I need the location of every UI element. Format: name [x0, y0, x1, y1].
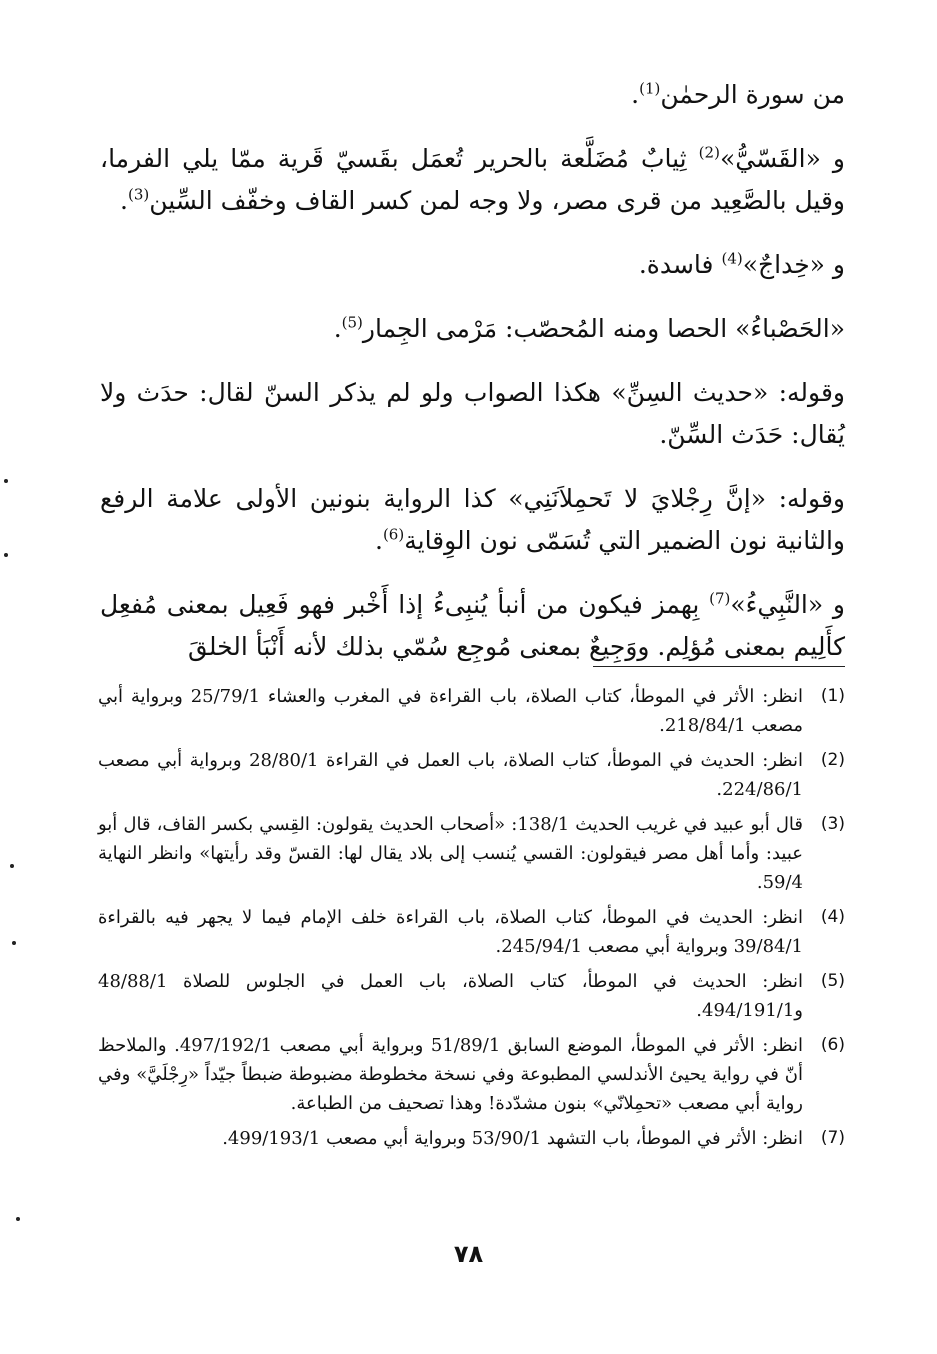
footnote-ref[interactable]: (6) — [382, 525, 405, 544]
footnote-separator — [593, 666, 845, 667]
footnotes — [98, 682, 845, 1159]
footnote-ref[interactable]: (1) — [639, 79, 661, 98]
footnote-ref[interactable]: (2) — [698, 143, 720, 162]
paragraph-text: «الحَصْباءُ» الحصا ومنه المُحصّب: مَرْمى الجِمار — [362, 314, 845, 343]
footnote-5 — [98, 967, 845, 1025]
footnote-text: انظر: الحديث في الموطأ، كتاب الصلاة، باب القراءة خلف الإمام فيما لا يجهر فيه بالقراءة 39/84/1 وبرواية أبي مصعب 245/94/1. — [98, 907, 803, 957]
footnote-number[interactable]: (1) — [820, 686, 845, 706]
paragraph-text: وقوله: «إنَّ رِجْلايَ لا تَحمِلاَنَنِي» كذا الرواية بنونين الأولى علامة الرفع والثانية نون الضمير التي تُسَمّى نون الوِقاية — [100, 484, 845, 555]
footnote-4 — [98, 903, 845, 961]
footnote-number[interactable]: (5) — [820, 971, 845, 991]
scan-speck — [4, 479, 8, 483]
page-number: ٧٨ — [453, 1240, 484, 1268]
paragraph-text: وقوله: «حديث السِنِّ» هكذا الصواب ولو لم يذكر السنّ لقال: حدَث ولا يُقال: حَدَث السِّنّ. — [100, 378, 845, 449]
footnote-2 — [98, 746, 845, 804]
footnote-ref[interactable]: (5) — [341, 313, 363, 332]
paragraph-text: فاسدة. — [638, 250, 722, 279]
footnote-ref[interactable]: (3) — [127, 185, 150, 204]
paragraph-text: من سورة الرحمٰن — [660, 80, 845, 109]
footnote-number[interactable]: (2) — [820, 750, 845, 770]
paragraph-text: ثِيابٌ مُضَلَّعة بالحرير تُعمَل بقَسيّ قَرية ممّا يلي الفرما، وقيل بالصَّعِيد من قرى مصر، ولا وجه لمن كسر القاف وخفّف السِّين — [100, 144, 845, 215]
footnote-number[interactable]: (4) — [820, 907, 845, 927]
paragraph-text: و «القَسّيُّ» — [719, 144, 846, 173]
paragraph-6 — [100, 478, 845, 562]
footnote-3 — [98, 810, 845, 897]
footnote-1 — [98, 682, 845, 740]
footnote-text: انظر: الأثر في الموطأ، كتاب الصلاة، باب القراءة في المغرب والعشاء 25/79/1 وبرواية أبي مصعب 218/84/1. — [98, 686, 803, 736]
paragraph-text: بِهمز فيكون من أنبأ يُنبِىءُ إذا أَخْبر فهو فَعِيل بمعنى مُفعِل كأَلِيم بمعنى مُؤلِم. ووَجِيعٌ بمعنى مُوجِع سُمّي بذلك لأنه أَنْبَأ الخلقَ — [100, 590, 845, 661]
footnote-number[interactable]: (6) — [820, 1035, 845, 1055]
paragraph-7 — [100, 584, 845, 668]
paragraph-text: . — [631, 80, 640, 109]
footnote-6 — [98, 1031, 845, 1118]
paragraph-4 — [100, 308, 845, 350]
paragraph-text: . — [120, 186, 128, 215]
paragraph-text: . — [374, 526, 383, 555]
paragraph-1 — [100, 74, 845, 116]
main-text — [100, 74, 845, 690]
paragraph-text: و «خِداجٌ» — [742, 250, 845, 279]
footnote-number[interactable]: (7) — [820, 1128, 845, 1148]
scan-speck — [16, 1217, 20, 1221]
footnote-ref[interactable]: (7) — [709, 589, 731, 608]
paragraph-3 — [100, 244, 845, 286]
paragraph-text: . — [333, 314, 342, 343]
scan-speck — [4, 553, 8, 557]
paragraph-2 — [100, 138, 845, 222]
footnote-text: انظر: الحديث في الموطأ، كتاب الصلاة، باب العمل في القراءة 28/80/1 وبرواية أبي مصعب 224/86/1. — [98, 750, 803, 800]
scan-speck — [10, 864, 14, 868]
footnote-7 — [98, 1124, 845, 1153]
footnote-ref[interactable]: (4) — [721, 249, 743, 268]
footnote-text: انظر: الحديث في الموطأ، كتاب الصلاة، باب العمل في الجلوس للصلاة 48/88/1 و494/191/1. — [98, 971, 803, 1021]
footnote-text: قال أبو عبيد في غريب الحديث 138/1: «أصحاب الحديث يقولون: القِسي بكسر القاف، قال أبو عبيد: وأما أهل مصر فيقولون: القسي يُنسب إلى بلاد يقال لها: القسّ وقد رأيتها» وانظر النهاية 59/4. — [98, 814, 804, 893]
footnote-number[interactable]: (3) — [820, 814, 845, 834]
footnote-text: انظر: الأثر في الموطأ، الموضع السابق 51/89/1 وبرواية أبي مصعب 497/192/1. والملاحظ أنّ في رواية يحيئ الأندلسي المطبوعة وفي نسخة مخطوطة مضبوطة ضبطاً جيّداً «رِجْلَيَّ» وفي رواية أبي مصعب «تحمِلانّي» بنون مشدّدة! وهذا تصحيف من الطباعة. — [98, 1035, 803, 1114]
scan-speck — [12, 941, 16, 945]
paragraph-text: و «النَّبِيءُ» — [730, 590, 845, 619]
footnote-text: انظر: الأثر في الموطأ، باب التشهد 53/90/1 وبرواية أبي مصعب 499/193/1. — [222, 1128, 803, 1149]
paragraph-5 — [100, 372, 845, 456]
